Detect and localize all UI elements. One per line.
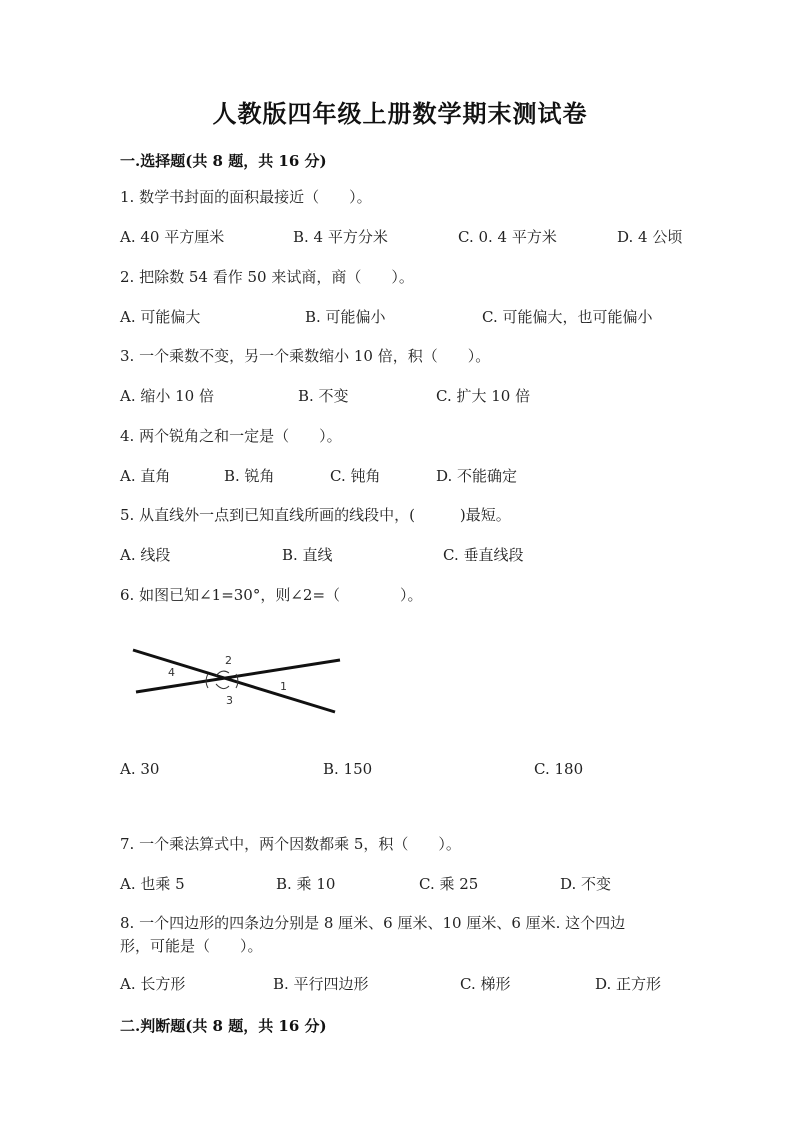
q4-option-c: C. 钝角 [330, 467, 381, 485]
angle-label-2: 2 [225, 654, 232, 667]
q4-option-b: B. 锐角 [224, 467, 275, 485]
q2-option-b: B. 可能偏小 [305, 308, 386, 326]
line-1 [133, 650, 335, 712]
q3-option-a: A. 缩小 10 倍 [120, 387, 214, 405]
q5-option-b: B. 直线 [282, 546, 333, 564]
q8-option-a: A. 长方形 [120, 975, 186, 993]
angle-label-1: 1 [280, 680, 287, 693]
q1-option-c: C. 0. 4 平方米 [458, 228, 557, 246]
question-7: 7. 一个乘法算式中，两个因数都乘 5，积（ ）。 [120, 835, 461, 853]
question-1: 1. 数学书封面的面积最接近（ ）。 [120, 188, 372, 206]
q1-option-d: D. 4 公顷 [617, 228, 683, 246]
question-8-line-1: 8. 一个四边形的四条边分别是 8 厘米、6 厘米、10 厘米、6 厘米. 这个四边 [120, 914, 626, 932]
section-heading-judgement: 二.判断题(共 8 题，共 16 分) [120, 1017, 327, 1035]
q8-option-d: D. 正方形 [595, 975, 662, 993]
question-2: 2. 把除数 54 看作 50 来试商，商（ ）。 [120, 268, 414, 286]
question-3: 3. 一个乘数不变，另一个乘数缩小 10 倍，积（ ）。 [120, 347, 491, 365]
section-heading-choice: 一.选择题(共 8 题，共 16 分) [120, 152, 327, 170]
q7-option-d: D. 不变 [560, 875, 612, 893]
q8-option-b: B. 平行四边形 [273, 975, 369, 993]
question-5: 5. 从直线外一点到已知直线所画的线段中，( )最短。 [120, 506, 511, 524]
angle-label-4: 4 [168, 666, 175, 679]
q1-option-b: B. 4 平方分米 [293, 228, 388, 246]
q4-option-a: A. 直角 [120, 467, 171, 485]
q2-option-c: C. 可能偏大，也可能偏小 [482, 308, 653, 326]
q3-option-b: B. 不变 [298, 387, 349, 405]
intersecting-lines-figure [128, 640, 348, 720]
q4-option-d: D. 不能确定 [436, 467, 518, 485]
q5-option-c: C. 垂直线段 [443, 546, 524, 564]
q7-option-c: C. 乘 25 [419, 875, 479, 893]
angle-label-3: 3 [226, 694, 233, 707]
q7-option-a: A. 也乘 5 [120, 875, 185, 893]
q5-option-a: A. 线段 [120, 546, 171, 564]
q7-option-b: B. 乘 10 [276, 875, 336, 893]
q6-option-a: A. 30 [120, 760, 160, 778]
q3-option-c: C. 扩大 10 倍 [436, 387, 531, 405]
q8-option-c: C. 梯形 [460, 975, 511, 993]
q6-option-b: B. 150 [323, 760, 373, 778]
page-title: 人教版四年级上册数学期末测试卷 [212, 99, 588, 128]
question-8-line-2: 形，可能是（ ）。 [120, 937, 263, 955]
question-4: 4. 两个锐角之和一定是（ ）。 [120, 427, 342, 445]
question-6: 6. 如图已知∠1=30°，则∠2=（ ）。 [120, 586, 423, 604]
line-2 [136, 660, 340, 692]
angle-3-arc [216, 684, 229, 689]
q1-option-a: A. 40 平方厘米 [120, 228, 225, 246]
q6-option-c: C. 180 [534, 760, 584, 778]
q2-option-a: A. 可能偏大 [120, 308, 201, 326]
